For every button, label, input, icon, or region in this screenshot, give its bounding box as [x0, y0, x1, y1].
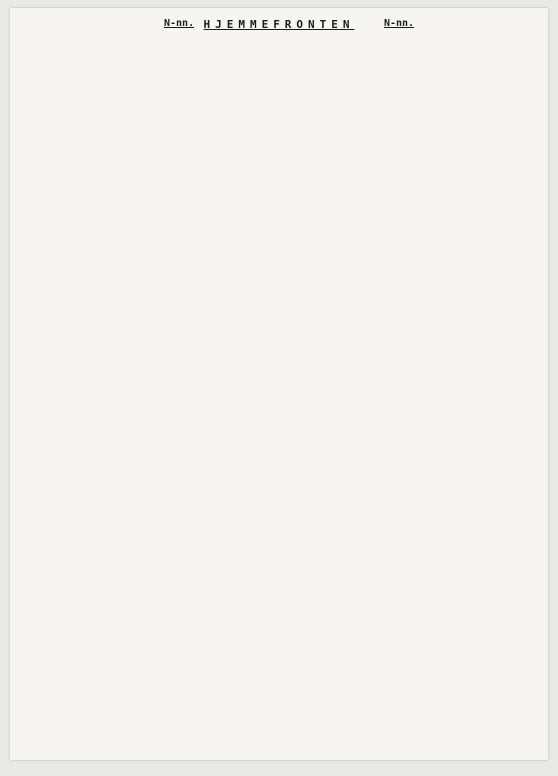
- issue-marker-right: N-nn.: [384, 18, 415, 29]
- article-body: [30, 42, 530, 746]
- typewritten-page: [10, 8, 548, 760]
- page-header: [10, 18, 548, 34]
- issue-marker-left: N-nn.: [164, 18, 195, 29]
- newspaper-title: HJEMMEFRONTEN: [203, 18, 355, 31]
